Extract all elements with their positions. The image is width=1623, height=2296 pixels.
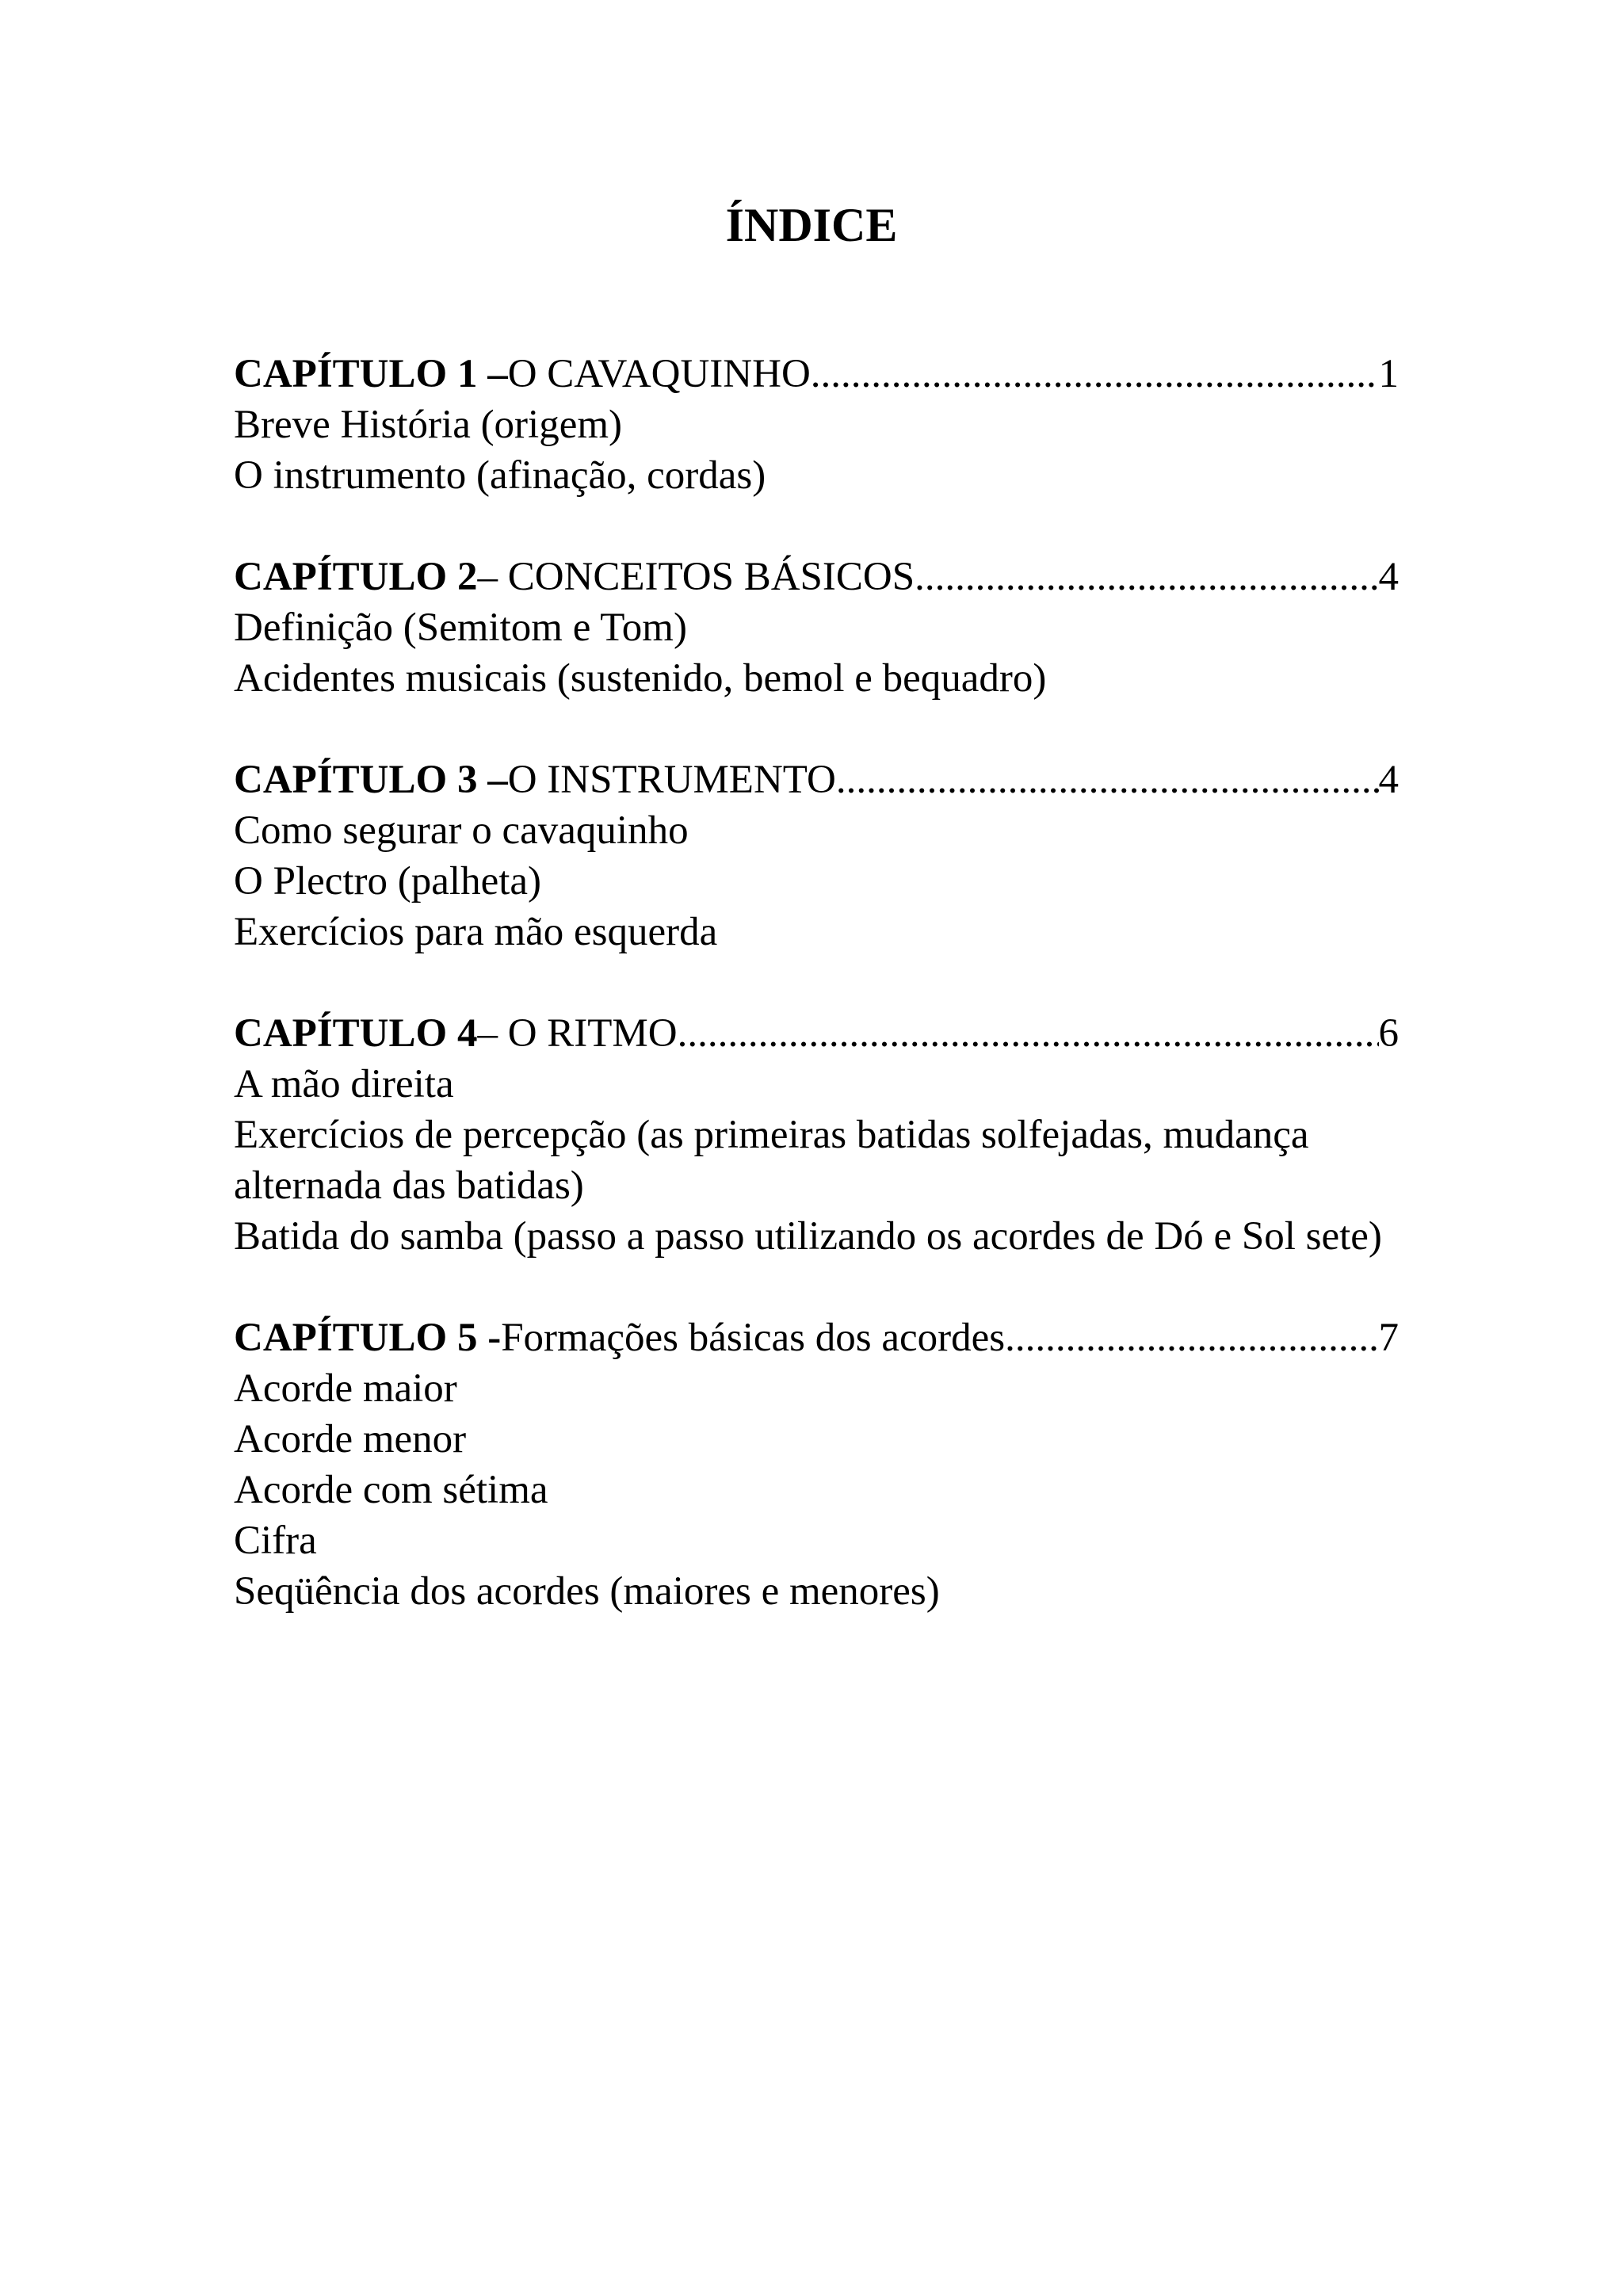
chapter-title: Formações básicas dos acordes [501, 1316, 1006, 1360]
dot-leader [1005, 1312, 1378, 1363]
toc-item: Acorde maior [234, 1366, 457, 1411]
toc-item: Acorde com sétima [234, 1468, 548, 1512]
chapter-label: CAPÍTULO 4 [234, 1011, 478, 1056]
chapter-page-number: 7 [1378, 1316, 1399, 1360]
page-title: ÍNDICE [725, 199, 898, 251]
toc-item: Acidentes musicais (sustenido, bemol e bequadro) [234, 656, 1047, 701]
chapter-label: CAPÍTULO 3 – [234, 758, 508, 802]
chapter-heading [234, 1008, 1399, 1059]
table-of-contents [234, 349, 1399, 1668]
chapter-5 [234, 1312, 1399, 1617]
chapter-page-number: 6 [1378, 1011, 1399, 1056]
chapter-title: O INSTRUMENTO [507, 758, 836, 802]
chapter-page-number: 4 [1378, 555, 1399, 599]
dot-leader [811, 349, 1379, 399]
chapter-heading [234, 349, 1399, 399]
chapter-label: CAPÍTULO 1 – [234, 352, 508, 396]
chapter-label: CAPÍTULO 5 - [234, 1316, 502, 1360]
toc-item: Batida do samba (passo a passo utilizando os acordes de Dó e Sol sete) [234, 1214, 1382, 1259]
toc-item: Acorde menor [234, 1417, 467, 1461]
toc-item: Cifra [234, 1519, 317, 1563]
toc-item: Como segurar o cavaquinho [234, 808, 689, 853]
dot-leader [915, 552, 1378, 602]
chapter-title: O CAVAQUINHO [507, 352, 811, 396]
chapter-heading [234, 755, 1399, 805]
toc-item: O Plectro (palheta) [234, 859, 542, 904]
toc-item: A mão direita [234, 1062, 454, 1106]
toc-item: O instrumento (afinação, cordas) [234, 453, 766, 498]
chapter-title: – CONCEITOS BÁSICOS [477, 555, 915, 599]
chapter-heading [234, 1312, 1399, 1363]
dot-leader [678, 1008, 1379, 1059]
chapter-page-number: 1 [1378, 352, 1399, 396]
toc-item: Breve História (origem) [234, 403, 623, 447]
chapter-3 [234, 755, 1399, 957]
toc-item: Seqüência dos acordes (maiores e menores) [234, 1569, 940, 1614]
chapter-2 [234, 552, 1399, 704]
chapter-1 [234, 349, 1399, 501]
chapter-4 [234, 1008, 1399, 1262]
dot-leader [836, 755, 1379, 805]
chapter-label: CAPÍTULO 2 [234, 555, 478, 599]
chapter-title: – O RITMO [477, 1011, 678, 1056]
toc-item: Exercícios para mão esquerda [234, 910, 718, 954]
toc-item: Exercícios de percepção (as primeiras batidas solfejadas, mudança alternada das batidas) [234, 1113, 1309, 1208]
chapter-heading [234, 552, 1399, 602]
chapter-page-number: 4 [1378, 758, 1399, 802]
toc-item: Definição (Semitom e Tom) [234, 606, 687, 650]
